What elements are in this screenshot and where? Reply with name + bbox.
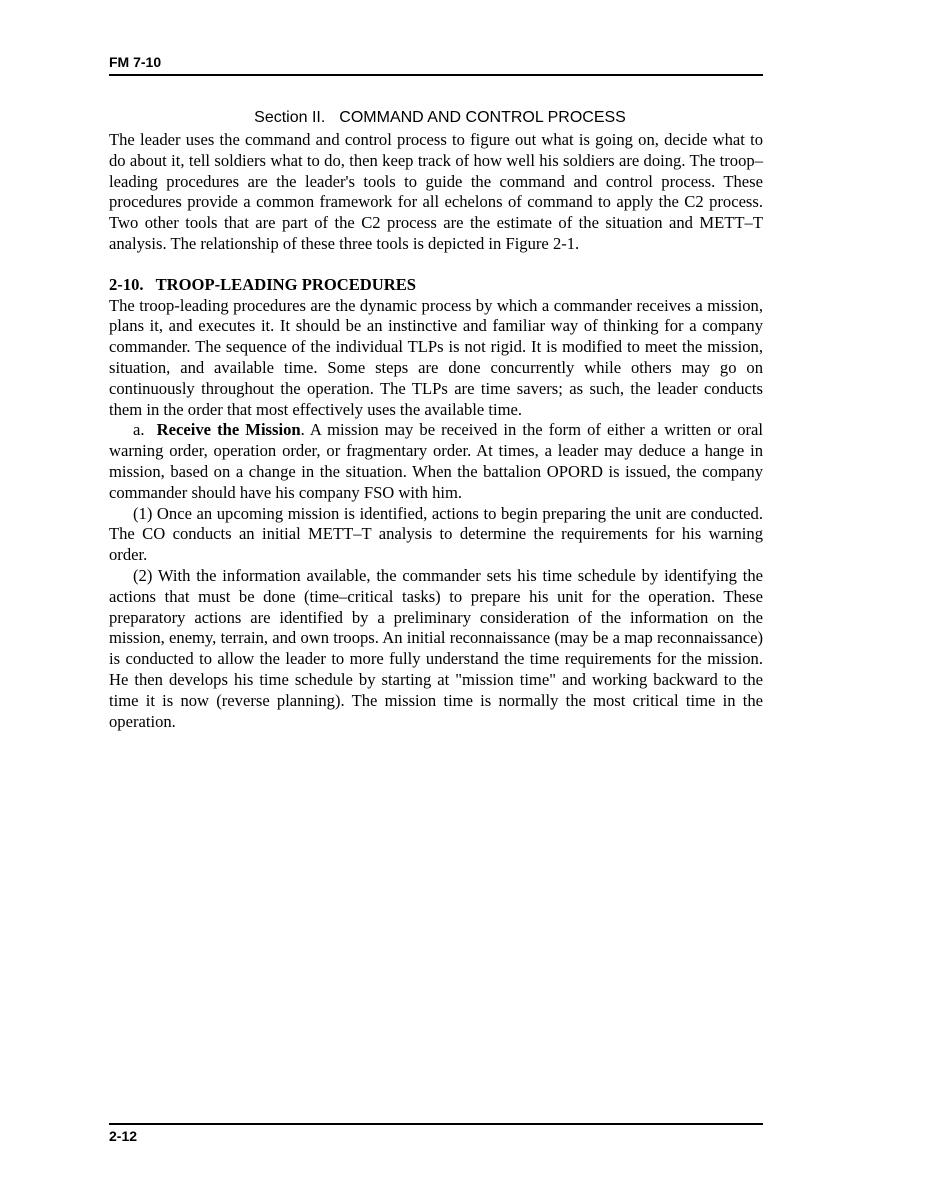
section-number: Section II. xyxy=(254,109,326,126)
header-rule xyxy=(109,74,763,76)
subparagraph-a-title: Receive the Mission xyxy=(156,420,301,440)
page-number: 2-12 xyxy=(109,1128,138,1144)
paragraph-heading xyxy=(109,275,763,296)
subparagraph-a xyxy=(109,420,763,503)
section-intro: The leader uses the command and control process to figure out what is going on, decide what to do about it, tell soldiers what to do, then keep track of how well his soldiers are doing. The troop–leading procedures are the leader's tools to guide the command and control process. These procedures provide a common framework for all echelons of command to apply the C2 process. Two other tools that are part of the C2 process are the estimate of the situation and METT–T analysis. The relationship of these three tools is depicted in Figure 2-1. xyxy=(109,130,763,253)
subparagraph-a-label: a. xyxy=(133,420,145,440)
subitem-1: (1) Once an upcoming mission is identified, actions to begin preparing the unit are conducted. The CO conducts an initial METT–T analysis to determine the requirements for his warning order. xyxy=(109,503,763,565)
paragraph-title: TROOP-LEADING PROCEDURES xyxy=(155,274,417,294)
manual-header: FM 7-10 xyxy=(109,54,162,70)
section-name: COMMAND AND CONTROL PROCESS xyxy=(339,109,626,126)
subitem-2: (2) With the information available, the commander sets his time schedule by identifying the actions that must be done (time–critical tasks) to prepare his unit for the operation. These preparatory actions are identified by a preliminary consideration of the information on the mission, enemy, terrain, and own troops. An initial reconnaissance (may be a map reconnaissance) is conducted to allow the leader to more fully understand the time requirements for the mission. He then develops his time schedule by starting at "mission time" and working backward to the time it is now (reverse planning). The mission time is normally the most critical time in the operation. xyxy=(109,565,763,731)
page-content xyxy=(109,106,763,732)
footer-rule xyxy=(109,1123,763,1125)
paragraph-body: The troop-leading procedures are the dynamic process by which a commander receives a mission, plans it, and executes it. It should be an instinctive and familiar way of thinking for a company commander. The sequence of the individual TLPs is not rigid. It is modified to meet the mission, situation, and available time. Some steps are done concurrently while others may go on continuously throughout the operation. The TLPs are time savers; as such, the leader conducts them in the order that most effectively uses the available time. xyxy=(109,295,763,419)
subparagraph-a-text: . A mission may be received in the form of either a written or oral warning order, operation order, or fragmentary order. At times, a leader may deduce a hange in mission, based on a change in the situation. When the battalion OPORD is issued, the company commander should have his company FSO with him. xyxy=(109,420,764,502)
paragraph-number: 2-10. xyxy=(109,274,144,294)
section-title xyxy=(109,106,763,130)
